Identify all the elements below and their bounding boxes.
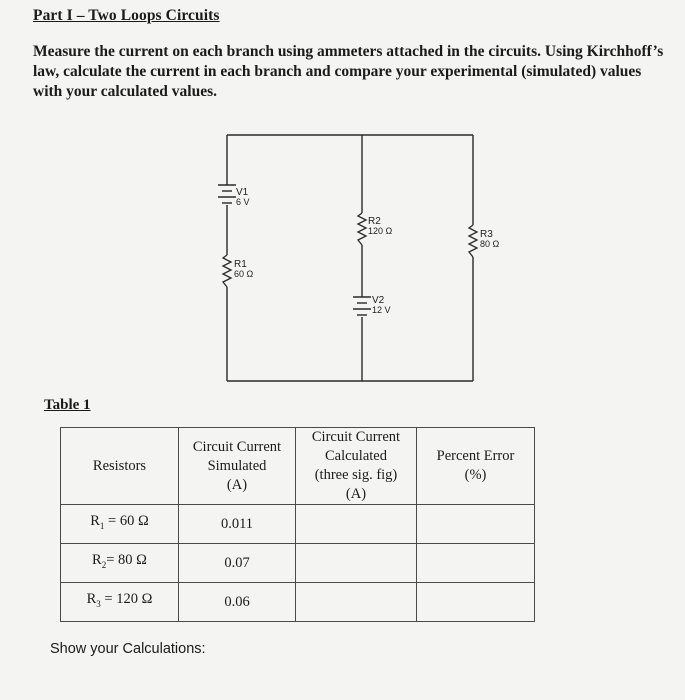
v2-value: 12 V (372, 305, 391, 315)
header-calculated: Circuit Current Calculated (three sig. fig) (A) (296, 428, 417, 505)
r3-label: R3 (480, 229, 493, 240)
r2-label: R2 (368, 216, 381, 227)
calculated-cell[interactable] (296, 544, 417, 583)
calculations-label: Show your Calculations: (50, 641, 206, 657)
r2-value: 120 Ω (368, 226, 393, 236)
header-resistors: Resistors (61, 428, 179, 505)
table-label: Table 1 (44, 397, 91, 413)
r1-value: 60 Ω (234, 269, 254, 279)
resistor-r1-symbol (223, 255, 231, 287)
resistor-cell: $R_2= 80$ Ω (61, 544, 179, 583)
instructions-text: Measure the current on each branch using ammeters attached in the circuits. Using Kirchhoff’s law, calculate the current in each branch and compare your experimental (simulated) values with your calculated values. (33, 43, 664, 100)
section-title: Part I – Two Loops Circuits (33, 7, 220, 24)
header-simulated: Circuit Current Simulated (A) (179, 428, 296, 505)
error-cell[interactable] (417, 544, 535, 583)
error-cell[interactable] (417, 583, 535, 622)
resistor-cell: $R_3 = 120$ Ω (61, 583, 179, 622)
v2-label: V2 (372, 295, 385, 306)
simulated-cell: 0.07 (179, 544, 296, 583)
battery-v1-symbol (218, 185, 236, 203)
r3-value: 80 Ω (480, 239, 500, 249)
r1-label: R1 (234, 259, 247, 270)
table-row (61, 544, 535, 583)
resistor-r2-symbol (358, 213, 366, 245)
v1-label: V1 (236, 187, 249, 198)
results-table (60, 427, 535, 622)
battery-v2-symbol (353, 297, 371, 315)
circuit-schematic (190, 125, 500, 390)
error-cell[interactable] (417, 505, 535, 544)
resistor-cell: $R_1 = 60$ Ω (61, 505, 179, 544)
table-row (61, 505, 535, 544)
simulated-cell: 0.011 (179, 505, 296, 544)
calculated-cell[interactable] (296, 583, 417, 622)
calculated-cell[interactable] (296, 505, 417, 544)
table-row (61, 583, 535, 622)
simulated-cell: 0.06 (179, 583, 296, 622)
header-percent-error: Percent Error (%) (417, 428, 535, 505)
v1-value: 6 V (236, 197, 250, 207)
table-header-row (61, 428, 535, 505)
resistor-r3-symbol (469, 225, 477, 257)
